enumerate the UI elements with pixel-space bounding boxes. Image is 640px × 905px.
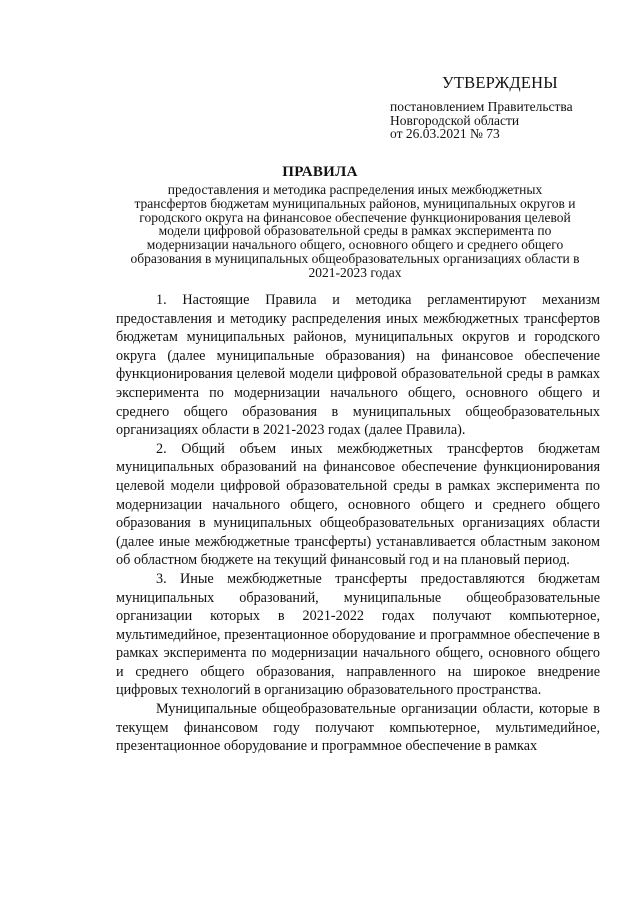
subtitle-line: трансфертов бюджетам муниципальных районов, муниципальных округов и <box>134 195 576 211</box>
approval-title: УТВЕРЖДЕНЫ <box>442 73 558 92</box>
subtitle-line: образования в муниципальных общеобразовательных организациях области в <box>130 250 580 266</box>
paragraph-3: 3. Иные межбюджетные трансферты предоставляются бюджетам муниципальных образований, муниципальные общеобразовательные организации которых в 2021-2022 годах получают компьютерное, мультимедийное, презентационное оборудование и программное обеспечение в рамках эксперимента по модернизации начального общего, основного общего и среднего общего образования, направленного на широкое внедрение цифровых технологий в организацию образовательного пространства. <box>116 570 600 699</box>
subtitle-line: модели цифровой образовательной среды в рамках эксперимента по <box>158 223 552 239</box>
approval-region-line: Новгородской области <box>390 112 520 128</box>
approval-decree-line: постановлением Правительства <box>390 99 573 114</box>
paragraph-2: 2. Общий объем иных межбюджетных трансфертов бюджетам муниципальных образований на финансовое обеспечение функционирования целевой модели цифровой образовательной среды в рамках эксперимента по модернизации начального общего, основного общего и среднего общего образования в муниципальных общеобразовательных организациях области (далее иные межбюджетные трансферты) устанавливается областным законом об областном бюджете на текущий финансовый год и на плановый период. <box>116 440 600 569</box>
paragraph-4: Муниципальные общеобразовательные организации области, которые в текущем финансовом году получают компьютерное, мультимедийное, презентационное оборудование и программное обеспечение в рамках <box>116 701 600 755</box>
subtitle-line: модернизации начального общего, основного общего и среднего общего <box>146 237 564 253</box>
paragraph-1: 1. Настоящие Правила и методика регламентируют механизм предоставления и методику распределения иных межбюджетных трансфертов бюджетам муниципальных районов, муниципальных округов и городского округа (далее муниципальные образования) на финансовое обеспечение функционирования целевой модели цифровой образовательной среды в рамках эксперимента по модернизации начального общего, основного общего и среднего общего образования в муниципальных общеобразовательных организациях области в 2021-2023 годах (далее Правила). <box>116 292 600 439</box>
subtitle-line: городского округа на финансовое обеспечение функционирования целевой <box>139 209 571 225</box>
approval-stamp <box>390 74 620 141</box>
document-title: ПРАВИЛА <box>282 164 358 180</box>
subtitle-line: предоставления и методика распределения иных межбюджетных <box>167 182 543 197</box>
subtitle-line: 2021-2023 годах <box>308 264 402 280</box>
document-body <box>116 291 600 756</box>
document-subtitle <box>110 183 600 280</box>
approval-date-line: от 26.03.2021 № 73 <box>390 126 500 141</box>
